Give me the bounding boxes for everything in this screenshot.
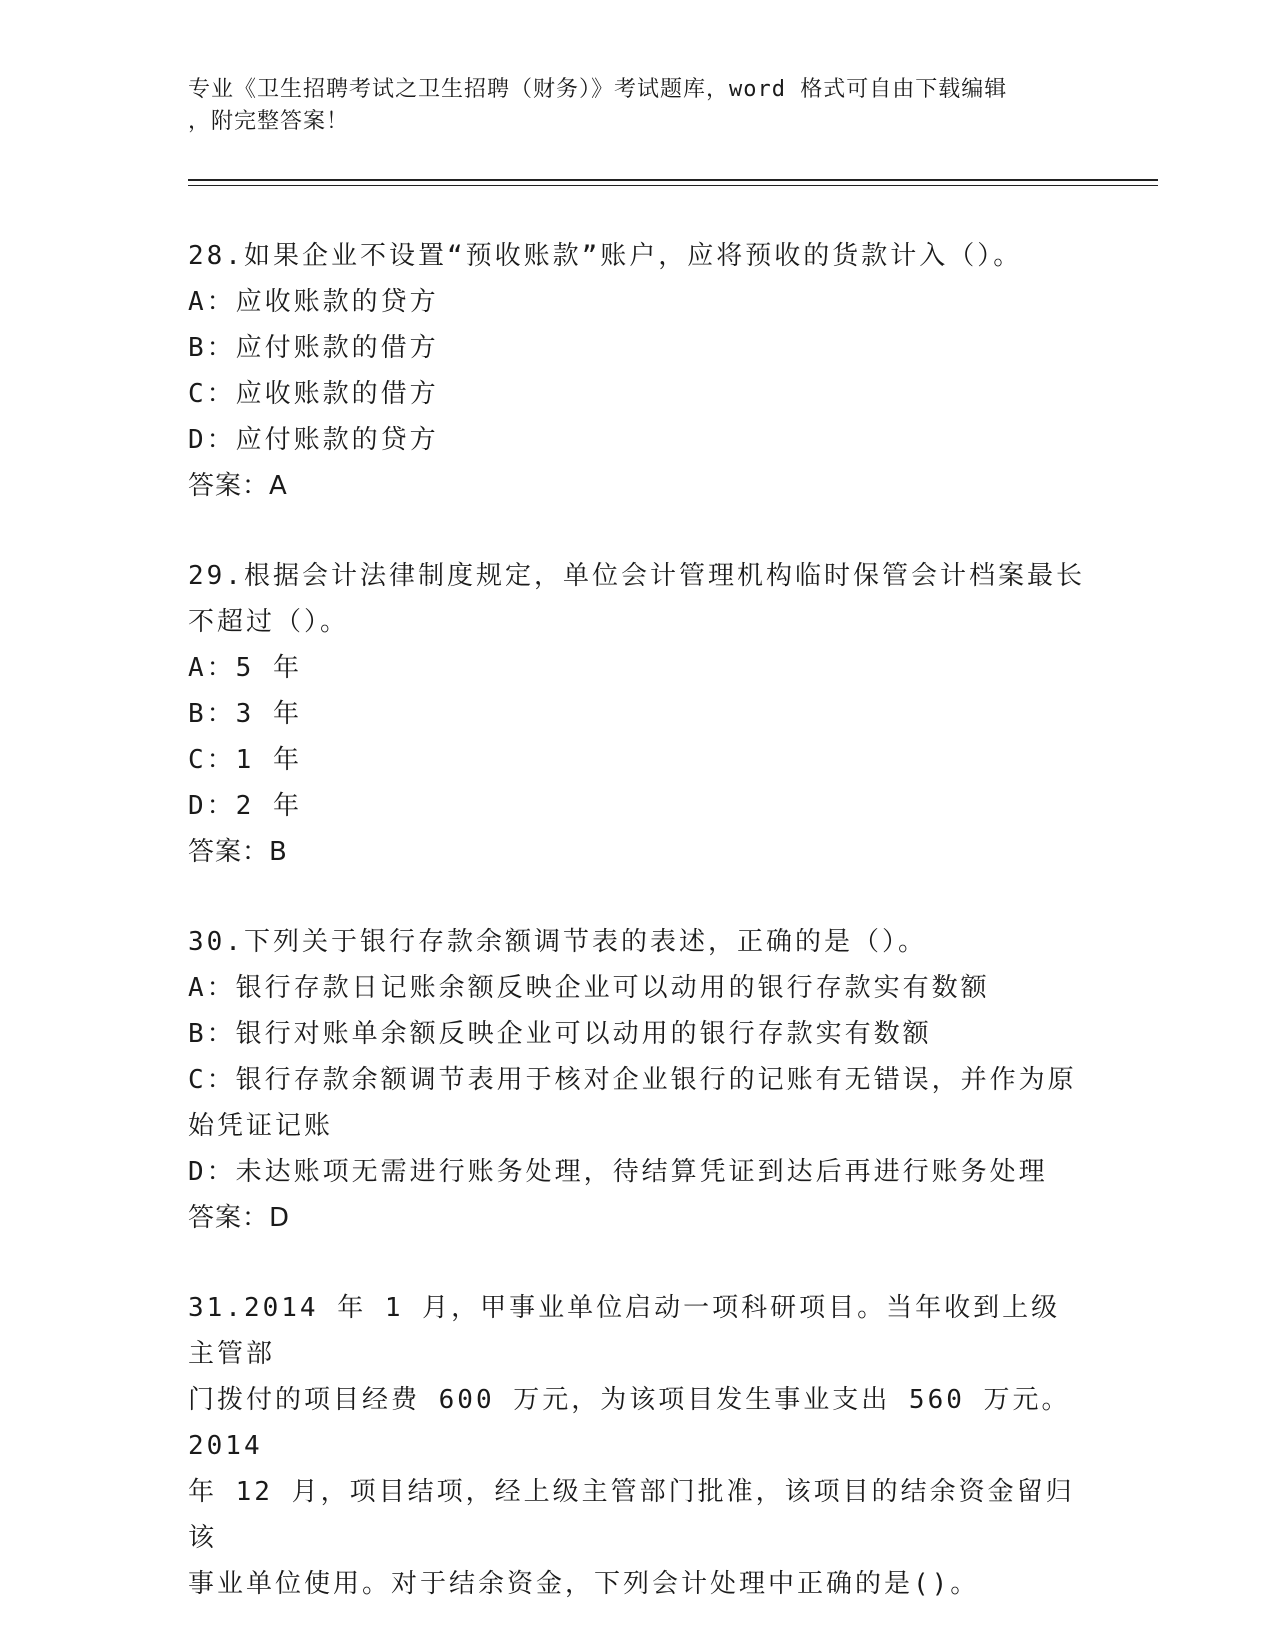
question-text-continued: 不超过（）。 bbox=[188, 607, 350, 637]
answer: 答案：A bbox=[188, 471, 288, 501]
question-31 bbox=[188, 1285, 1088, 1607]
option-a: A：应收账款的贷方 bbox=[188, 287, 439, 317]
option-c: C：1 年 bbox=[188, 745, 302, 775]
header-divider bbox=[188, 179, 1158, 181]
question-29 bbox=[188, 553, 1088, 875]
option-a: A：5 年 bbox=[188, 653, 302, 683]
option-d: D：应付账款的贷方 bbox=[188, 425, 439, 455]
question-text: 30.下列关于银行存款余额调节表的表述，正确的是（）。 bbox=[188, 927, 927, 957]
option-c: C：应收账款的借方 bbox=[188, 379, 439, 409]
option-b: B：银行对账单余额反映企业可以动用的银行存款实有数额 bbox=[188, 1019, 932, 1049]
option-c: C：银行存款余额调节表用于核对企业银行的记账有无错误，并作为原 bbox=[188, 1065, 1077, 1095]
answer: 答案：B bbox=[188, 837, 288, 867]
header-divider-thin bbox=[188, 185, 1158, 186]
option-c-continued: 始凭证记账 bbox=[188, 1111, 334, 1141]
answer: 答案：D bbox=[188, 1203, 291, 1233]
question-list bbox=[188, 233, 1088, 1651]
option-b: B：应付账款的借方 bbox=[188, 333, 439, 363]
option-a: A：银行存款日记账余额反映企业可以动用的银行存款实有数额 bbox=[188, 973, 990, 1003]
option-d: D：未达账项无需进行账务处理，待结算凭证到达后再进行账务处理 bbox=[188, 1157, 1048, 1187]
question-text: 29.根据会计法律制度规定，单位会计管理机构临时保管会计档案最长 bbox=[188, 561, 1085, 591]
header-line-2: ，附完整答案！ bbox=[188, 109, 350, 134]
option-d: D：2 年 bbox=[188, 791, 302, 821]
question-text-continued: 事业单位使用。对于结余资金，下列会计处理中正确的是()。 bbox=[188, 1569, 980, 1599]
header-line-1: 专业《卫生招聘考试之卫生招聘（财务）》考试题库，word 格式可自由下载编辑 bbox=[188, 77, 1008, 102]
question-text-continued: 年 12 月，项目结项，经上级主管部门批准，该项目的结余资金留归该 bbox=[188, 1477, 1075, 1553]
document-header bbox=[188, 74, 1068, 138]
question-text: 31.2014 年 1 月，甲事业单位启动一项科研项目。当年收到上级主管部 bbox=[188, 1293, 1061, 1369]
question-28 bbox=[188, 233, 1088, 509]
question-30 bbox=[188, 919, 1088, 1241]
option-b: B：3 年 bbox=[188, 699, 302, 729]
question-text: 28.如果企业不设置“预收账款”账户，应将预收的货款计入（）。 bbox=[188, 241, 1023, 271]
question-text-continued: 门拨付的项目经费 600 万元，为该项目发生事业支出 560 万元。2014 bbox=[188, 1385, 1071, 1461]
